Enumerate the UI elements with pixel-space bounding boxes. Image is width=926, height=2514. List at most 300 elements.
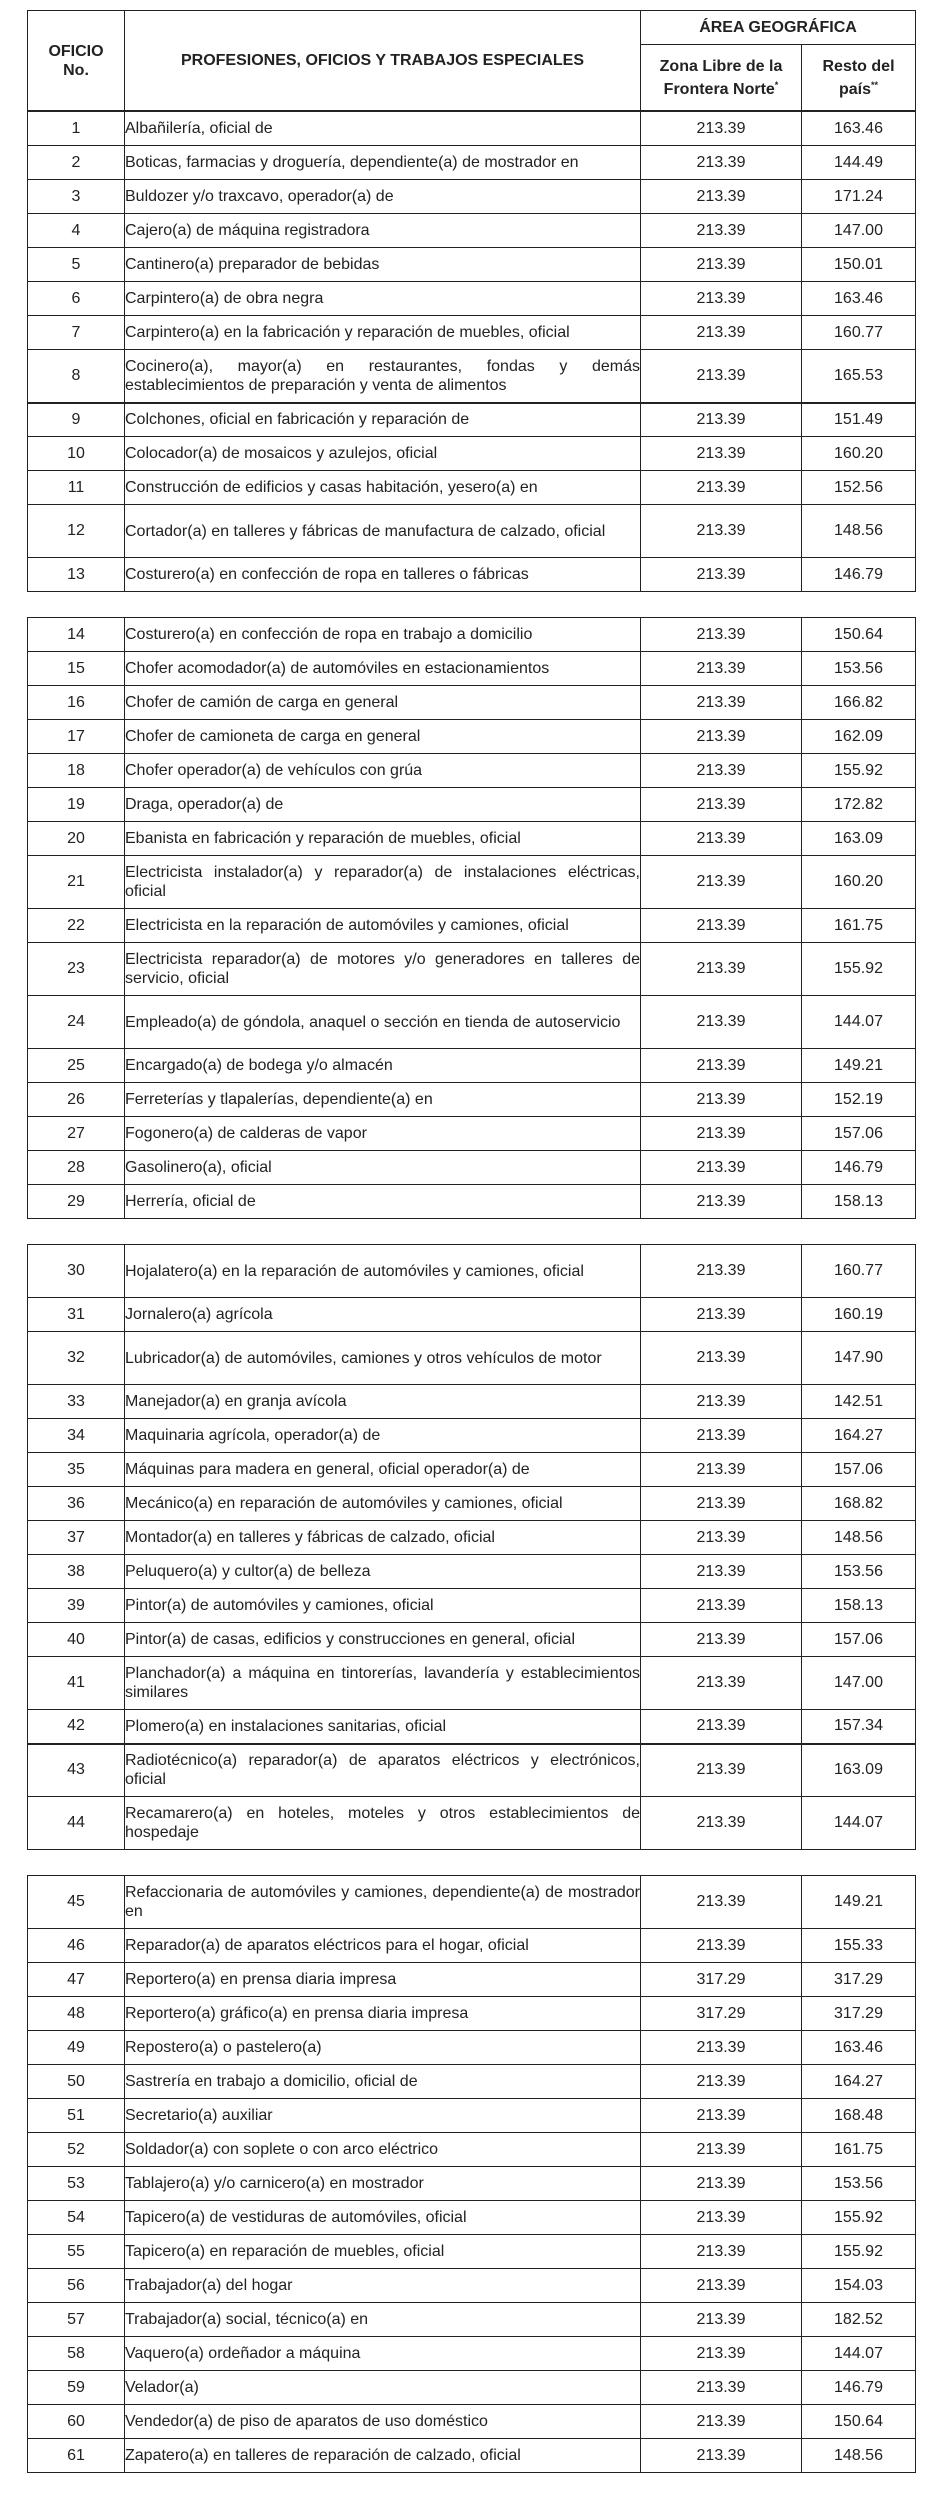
table-row [28, 2337, 916, 2371]
wage-zona-libre: 317.29 [641, 1997, 802, 2031]
oficio-number: 4 [28, 214, 125, 248]
occupation-name: Secretario(a) auxiliar [125, 2099, 641, 2133]
wage-zona-libre: 213.39 [641, 1049, 802, 1083]
table-row [28, 2439, 916, 2473]
wage-resto-pais: 146.79 [802, 2371, 916, 2405]
oficio-number: 56 [28, 2269, 125, 2303]
table-row [28, 1245, 916, 1298]
table-row [28, 1555, 916, 1589]
wage-resto-pais: 150.64 [802, 2405, 916, 2439]
oficio-number: 19 [28, 788, 125, 822]
wage-zona-libre: 213.39 [641, 1453, 802, 1487]
wage-zona-libre: 213.39 [641, 2167, 802, 2201]
wage-resto-pais: 160.77 [802, 1245, 916, 1298]
wage-zona-libre: 213.39 [641, 437, 802, 471]
table-row [28, 1385, 916, 1419]
oficio-number: 34 [28, 1419, 125, 1453]
table-row [28, 686, 916, 720]
wage-resto-pais: 163.46 [802, 2031, 916, 2065]
oficio-number: 22 [28, 909, 125, 943]
wage-resto-pais: 144.07 [802, 1797, 916, 1850]
wage-zona-libre: 213.39 [641, 214, 802, 248]
wage-resto-pais: 166.82 [802, 686, 916, 720]
wage-resto-pais: 163.09 [802, 822, 916, 856]
wage-zona-libre: 213.39 [641, 2065, 802, 2099]
header-zona-label: Zona Libre de la Frontera Norte [659, 57, 783, 98]
wage-resto-pais: 153.56 [802, 652, 916, 686]
oficio-number: 26 [28, 1083, 125, 1117]
wage-zona-libre: 213.39 [641, 720, 802, 754]
occupation-name: Pintor(a) de casas, edificios y construcciones en general, oficial [125, 1623, 641, 1657]
occupation-name: Planchador(a) a máquina en tintorerías, lavandería y establecimientos similares [125, 1657, 641, 1710]
oficio-number: 13 [28, 558, 125, 592]
oficio-number: 20 [28, 822, 125, 856]
oficio-number: 27 [28, 1117, 125, 1151]
wage-resto-pais: 158.13 [802, 1185, 916, 1219]
occupation-name: Vendedor(a) de piso de aparatos de uso doméstico [125, 2405, 641, 2439]
wage-resto-pais: 163.09 [802, 1744, 916, 1797]
table-row [28, 2099, 916, 2133]
header-oficio-label: OFICIO No. [48, 42, 104, 79]
table-row [28, 1332, 916, 1385]
occupation-name: Buldozer y/o traxcavo, operador(a) de [125, 180, 641, 214]
occupation-name: Cantinero(a) preparador de bebidas [125, 248, 641, 282]
occupation-name: Manejador(a) en granja avícola [125, 1385, 641, 1419]
occupation-name: Montador(a) en talleres y fábricas de calzado, oficial [125, 1521, 641, 1555]
wage-resto-pais: 148.56 [802, 505, 916, 558]
wage-zona-libre: 213.39 [641, 282, 802, 316]
wage-zona-libre: 213.39 [641, 1487, 802, 1521]
oficio-number: 41 [28, 1657, 125, 1710]
table-row [28, 652, 916, 686]
table-row [28, 505, 916, 558]
wage-zona-libre: 213.39 [641, 2337, 802, 2371]
occupation-name: Tablajero(a) y/o carnicero(a) en mostrador [125, 2167, 641, 2201]
table-row [28, 471, 916, 505]
wage-zona-libre: 317.29 [641, 1963, 802, 1997]
wage-zona-libre: 213.39 [641, 2133, 802, 2167]
oficio-number: 28 [28, 1151, 125, 1185]
table-row [28, 1298, 916, 1332]
occupation-name: Colchones, oficial en fabricación y reparación de [125, 403, 641, 437]
wage-table-section [27, 1244, 916, 1850]
occupation-name: Boticas, farmacias y droguería, dependiente(a) de mostrador en [125, 146, 641, 180]
occupation-name: Encargado(a) de bodega y/o almacén [125, 1049, 641, 1083]
table-row [28, 2031, 916, 2065]
oficio-number: 32 [28, 1332, 125, 1385]
wage-resto-pais: 168.48 [802, 2099, 916, 2133]
wage-resto-pais: 148.56 [802, 1521, 916, 1555]
oficio-number: 17 [28, 720, 125, 754]
oficio-number: 54 [28, 2201, 125, 2235]
occupation-name: Costurero(a) en confección de ropa en trabajo a domicilio [125, 618, 641, 652]
wage-resto-pais: 182.52 [802, 2303, 916, 2337]
oficio-number: 8 [28, 350, 125, 403]
occupation-name: Tapicero(a) de vestiduras de automóviles, oficial [125, 2201, 641, 2235]
occupation-name: Colocador(a) de mosaicos y azulejos, oficial [125, 437, 641, 471]
wage-resto-pais: 150.01 [802, 248, 916, 282]
wage-resto-pais: 155.92 [802, 943, 916, 996]
wage-resto-pais: 144.49 [802, 146, 916, 180]
wage-resto-pais: 161.75 [802, 2133, 916, 2167]
table-row [28, 2269, 916, 2303]
table-row [28, 856, 916, 909]
table-row [28, 1963, 916, 1997]
oficio-number: 24 [28, 996, 125, 1049]
wage-zona-libre: 213.39 [641, 1117, 802, 1151]
wage-resto-pais: 160.20 [802, 856, 916, 909]
wage-zona-libre: 213.39 [641, 316, 802, 350]
occupation-name: Herrería, oficial de [125, 1185, 641, 1219]
oficio-number: 11 [28, 471, 125, 505]
wage-resto-pais: 155.92 [802, 2235, 916, 2269]
occupation-name: Radiotécnico(a) reparador(a) de aparatos eléctricos y electrónicos, oficial [125, 1744, 641, 1797]
wage-zona-libre: 213.39 [641, 1083, 802, 1117]
table-row [28, 316, 916, 350]
header-area-label: ÁREA GEOGRÁFICA [699, 19, 857, 36]
oficio-number: 14 [28, 618, 125, 652]
occupation-name: Cortador(a) en talleres y fábricas de manufactura de calzado, oficial [125, 505, 641, 558]
wage-resto-pais: 153.56 [802, 2167, 916, 2201]
wage-resto-pais: 152.19 [802, 1083, 916, 1117]
table-row [28, 1657, 916, 1710]
occupation-name: Construcción de edificios y casas habitación, yesero(a) en [125, 471, 641, 505]
table-row [28, 909, 916, 943]
wage-zona-libre: 213.39 [641, 1298, 802, 1332]
oficio-number: 49 [28, 2031, 125, 2065]
wage-resto-pais: 162.09 [802, 720, 916, 754]
wage-resto-pais: 163.46 [802, 112, 916, 146]
wage-resto-pais: 152.56 [802, 471, 916, 505]
table-row [28, 1521, 916, 1555]
wage-resto-pais: 151.49 [802, 403, 916, 437]
oficio-number: 52 [28, 2133, 125, 2167]
occupation-name: Sastrería en trabajo a domicilio, oficial de [125, 2065, 641, 2099]
wage-zona-libre: 213.39 [641, 2439, 802, 2473]
wage-zona-libre: 213.39 [641, 1710, 802, 1744]
table-row [28, 1997, 916, 2031]
wage-zona-libre: 213.39 [641, 943, 802, 996]
wage-zona-libre: 213.39 [641, 996, 802, 1049]
wage-zona-libre: 213.39 [641, 248, 802, 282]
occupation-name: Chofer de camioneta de carga en general [125, 720, 641, 754]
oficio-number: 9 [28, 403, 125, 437]
wage-zona-libre: 213.39 [641, 788, 802, 822]
wage-zona-libre: 213.39 [641, 2371, 802, 2405]
wage-resto-pais: 157.06 [802, 1117, 916, 1151]
occupation-name: Albañilería, oficial de [125, 112, 641, 146]
occupation-name: Refaccionaria de automóviles y camiones, dependiente(a) de mostrador en [125, 1876, 641, 1929]
oficio-number: 53 [28, 2167, 125, 2201]
section-gap [0, 1850, 926, 1875]
oficio-number: 3 [28, 180, 125, 214]
wage-zona-libre: 213.39 [641, 618, 802, 652]
occupation-name: Trabajador(a) del hogar [125, 2269, 641, 2303]
table-row [28, 2201, 916, 2235]
oficio-number: 1 [28, 112, 125, 146]
wage-resto-pais: 148.56 [802, 2439, 916, 2473]
wage-zona-libre: 213.39 [641, 1555, 802, 1589]
oficio-number: 58 [28, 2337, 125, 2371]
wage-zona-libre: 213.39 [641, 1657, 802, 1710]
table-row [28, 943, 916, 996]
occupation-name: Trabajador(a) social, técnico(a) en [125, 2303, 641, 2337]
wage-resto-pais: 155.33 [802, 1929, 916, 1963]
wage-zona-libre: 213.39 [641, 2405, 802, 2439]
section-gap [0, 592, 926, 617]
wage-zona-libre: 213.39 [641, 350, 802, 403]
oficio-number: 61 [28, 2439, 125, 2473]
table-row [28, 618, 916, 652]
occupation-name: Peluquero(a) y cultor(a) de belleza [125, 1555, 641, 1589]
occupation-name: Repostero(a) o pastelero(a) [125, 2031, 641, 2065]
occupation-name: Reportero(a) en prensa diaria impresa [125, 1963, 641, 1997]
wage-zona-libre: 213.39 [641, 1876, 802, 1929]
wage-zona-libre: 213.39 [641, 471, 802, 505]
wage-resto-pais: 164.27 [802, 2065, 916, 2099]
wage-table-section [27, 1875, 916, 2473]
occupation-name: Hojalatero(a) en la reparación de automóviles y camiones, oficial [125, 1245, 641, 1298]
oficio-number: 42 [28, 1710, 125, 1744]
wage-resto-pais: 163.46 [802, 282, 916, 316]
table-row [28, 558, 916, 592]
wage-zona-libre: 213.39 [641, 909, 802, 943]
occupation-name: Chofer acomodador(a) de automóviles en estacionamientos [125, 652, 641, 686]
wage-zona-libre: 213.39 [641, 180, 802, 214]
table-row [28, 1453, 916, 1487]
wage-sections [0, 111, 926, 2473]
oficio-number: 5 [28, 248, 125, 282]
table-row [28, 1876, 916, 1929]
header-profesiones-label: PROFESIONES, OFICIOS Y TRABAJOS ESPECIALES [180, 52, 585, 69]
oficio-number: 2 [28, 146, 125, 180]
wage-zona-libre: 213.39 [641, 112, 802, 146]
oficio-number: 51 [28, 2099, 125, 2133]
table-row [28, 788, 916, 822]
table-row [28, 2133, 916, 2167]
occupation-name: Cajero(a) de máquina registradora [125, 214, 641, 248]
occupation-name: Tapicero(a) en reparación de muebles, oficial [125, 2235, 641, 2269]
table-row [28, 1929, 916, 1963]
oficio-number: 31 [28, 1298, 125, 1332]
wage-zona-libre: 213.39 [641, 1151, 802, 1185]
wage-zona-libre: 213.39 [641, 1744, 802, 1797]
table-row [28, 146, 916, 180]
wage-resto-pais: 160.77 [802, 316, 916, 350]
wage-resto-pais: 147.00 [802, 1657, 916, 1710]
wage-zona-libre: 213.39 [641, 652, 802, 686]
table-row [28, 1151, 916, 1185]
wage-resto-pais: 149.21 [802, 1049, 916, 1083]
wage-zona-libre: 213.39 [641, 146, 802, 180]
table-row [28, 248, 916, 282]
occupation-name: Chofer de camión de carga en general [125, 686, 641, 720]
wage-resto-pais: 155.92 [802, 2201, 916, 2235]
wage-zona-libre: 213.39 [641, 2031, 802, 2065]
wage-zona-libre: 213.39 [641, 2235, 802, 2269]
oficio-number: 30 [28, 1245, 125, 1298]
occupation-name: Soldador(a) con soplete o con arco eléctrico [125, 2133, 641, 2167]
occupation-name: Ferreterías y tlapalerías, dependiente(a) en [125, 1083, 641, 1117]
header-resto-label: Resto del país [822, 57, 895, 98]
table-row [28, 1487, 916, 1521]
table-row [28, 282, 916, 316]
occupation-name: Ebanista en fabricación y reparación de muebles, oficial [125, 822, 641, 856]
table-row [28, 1623, 916, 1657]
wage-resto-pais: 160.19 [802, 1298, 916, 1332]
wage-resto-pais: 157.06 [802, 1453, 916, 1487]
wage-resto-pais: 165.53 [802, 350, 916, 403]
section-gap [0, 1219, 926, 1244]
occupation-name: Electricista reparador(a) de motores y/o generadores en talleres de servicio, oficial [125, 943, 641, 996]
occupation-name: Costurero(a) en confección de ropa en talleres o fábricas [125, 558, 641, 592]
oficio-number: 12 [28, 505, 125, 558]
oficio-number: 7 [28, 316, 125, 350]
oficio-number: 44 [28, 1797, 125, 1850]
table-row [28, 214, 916, 248]
table-row [28, 720, 916, 754]
occupation-name: Chofer operador(a) de vehículos con grúa [125, 754, 641, 788]
wage-zona-libre: 213.39 [641, 2099, 802, 2133]
wage-zona-libre: 213.39 [641, 1623, 802, 1657]
wage-resto-pais: 157.34 [802, 1710, 916, 1744]
occupation-name: Velador(a) [125, 2371, 641, 2405]
table-row [28, 822, 916, 856]
occupation-name: Draga, operador(a) de [125, 788, 641, 822]
table-row [28, 1744, 916, 1797]
occupation-name: Cocinero(a), mayor(a) en restaurantes, fondas y demás establecimientos de preparación y venta de alimentos [125, 350, 641, 403]
wage-zona-libre: 213.39 [641, 1245, 802, 1298]
oficio-number: 15 [28, 652, 125, 686]
occupation-name: Fogonero(a) de calderas de vapor [125, 1117, 641, 1151]
table-row [28, 2235, 916, 2269]
wage-table-section [27, 111, 916, 592]
wage-resto-pais: 150.64 [802, 618, 916, 652]
wage-resto-pais: 168.82 [802, 1487, 916, 1521]
oficio-number: 33 [28, 1385, 125, 1419]
table-row [28, 1185, 916, 1219]
oficio-number: 60 [28, 2405, 125, 2439]
wage-zona-libre: 213.39 [641, 822, 802, 856]
table-row [28, 2065, 916, 2099]
table-row [28, 1797, 916, 1850]
wage-zona-libre: 213.39 [641, 1185, 802, 1219]
wage-resto-pais: 153.56 [802, 1555, 916, 1589]
occupation-name: Zapatero(a) en talleres de reparación de calzado, oficial [125, 2439, 641, 2473]
oficio-number: 39 [28, 1589, 125, 1623]
oficio-number: 43 [28, 1744, 125, 1797]
wage-zona-libre: 213.39 [641, 1332, 802, 1385]
wage-resto-pais: 317.29 [802, 1997, 916, 2031]
occupation-name: Carpintero(a) de obra negra [125, 282, 641, 316]
wage-zona-libre: 213.39 [641, 686, 802, 720]
wage-zona-libre: 213.39 [641, 1521, 802, 1555]
oficio-number: 16 [28, 686, 125, 720]
oficio-number: 50 [28, 2065, 125, 2099]
wage-zona-libre: 213.39 [641, 2201, 802, 2235]
table-row [28, 350, 916, 403]
oficio-number: 48 [28, 1997, 125, 2031]
wage-zona-libre: 213.39 [641, 754, 802, 788]
oficio-number: 23 [28, 943, 125, 996]
wage-resto-pais: 171.24 [802, 180, 916, 214]
wage-zona-libre: 213.39 [641, 558, 802, 592]
occupation-name: Recamarero(a) en hoteles, moteles y otros establecimientos de hospedaje [125, 1797, 641, 1850]
table-row [28, 403, 916, 437]
wage-resto-pais: 149.21 [802, 1876, 916, 1929]
oficio-number: 18 [28, 754, 125, 788]
wage-zona-libre: 213.39 [641, 1589, 802, 1623]
occupation-name: Plomero(a) en instalaciones sanitarias, oficial [125, 1710, 641, 1744]
table-row [28, 2405, 916, 2439]
wage-resto-pais: 172.82 [802, 788, 916, 822]
oficio-number: 10 [28, 437, 125, 471]
occupation-name: Empleado(a) de góndola, anaquel o sección en tienda de autoservicio [125, 996, 641, 1049]
oficio-number: 40 [28, 1623, 125, 1657]
occupation-name: Mecánico(a) en reparación de automóviles y camiones, oficial [125, 1487, 641, 1521]
wage-zona-libre: 213.39 [641, 1797, 802, 1850]
occupation-name: Maquinaria agrícola, operador(a) de [125, 1419, 641, 1453]
wage-resto-pais: 154.03 [802, 2269, 916, 2303]
header-profesiones [125, 11, 641, 111]
table-row [28, 996, 916, 1049]
table-row [28, 112, 916, 146]
occupation-name: Jornalero(a) agrícola [125, 1298, 641, 1332]
wage-resto-pais: 317.29 [802, 1963, 916, 1997]
oficio-number: 57 [28, 2303, 125, 2337]
occupation-name: Gasolinero(a), oficial [125, 1151, 641, 1185]
oficio-number: 21 [28, 856, 125, 909]
wage-zona-libre: 213.39 [641, 2269, 802, 2303]
wage-resto-pais: 147.90 [802, 1332, 916, 1385]
wage-resto-pais: 158.13 [802, 1589, 916, 1623]
wage-resto-pais: 144.07 [802, 2337, 916, 2371]
wage-resto-pais: 157.06 [802, 1623, 916, 1657]
table-row [28, 437, 916, 471]
wage-table-section [27, 617, 916, 1219]
table-row [28, 2303, 916, 2337]
wage-zona-libre: 213.39 [641, 856, 802, 909]
oficio-number: 45 [28, 1876, 125, 1929]
table-row [28, 1419, 916, 1453]
table-row [28, 754, 916, 788]
wage-table-header [27, 10, 916, 111]
oficio-number: 29 [28, 1185, 125, 1219]
oficio-number: 55 [28, 2235, 125, 2269]
header-area-geografica [641, 11, 916, 45]
oficio-number: 38 [28, 1555, 125, 1589]
table-row [28, 1710, 916, 1744]
occupation-name: Electricista en la reparación de automóviles y camiones, oficial [125, 909, 641, 943]
wage-zona-libre: 213.39 [641, 1385, 802, 1419]
oficio-number: 37 [28, 1521, 125, 1555]
oficio-number: 59 [28, 2371, 125, 2405]
occupation-name: Pintor(a) de automóviles y camiones, oficial [125, 1589, 641, 1623]
header-resto-pais [802, 45, 916, 111]
occupation-name: Reparador(a) de aparatos eléctricos para el hogar, oficial [125, 1929, 641, 1963]
occupation-name: Electricista instalador(a) y reparador(a) de instalaciones eléctricas, oficial [125, 856, 641, 909]
wage-zona-libre: 213.39 [641, 403, 802, 437]
oficio-number: 25 [28, 1049, 125, 1083]
header-zona-mark: * [774, 79, 779, 90]
header-zona-libre [641, 45, 802, 111]
table-row [28, 1117, 916, 1151]
wage-resto-pais: 147.00 [802, 214, 916, 248]
table-row [28, 1049, 916, 1083]
wage-resto-pais: 146.79 [802, 558, 916, 592]
wage-resto-pais: 155.92 [802, 754, 916, 788]
oficio-number: 6 [28, 282, 125, 316]
